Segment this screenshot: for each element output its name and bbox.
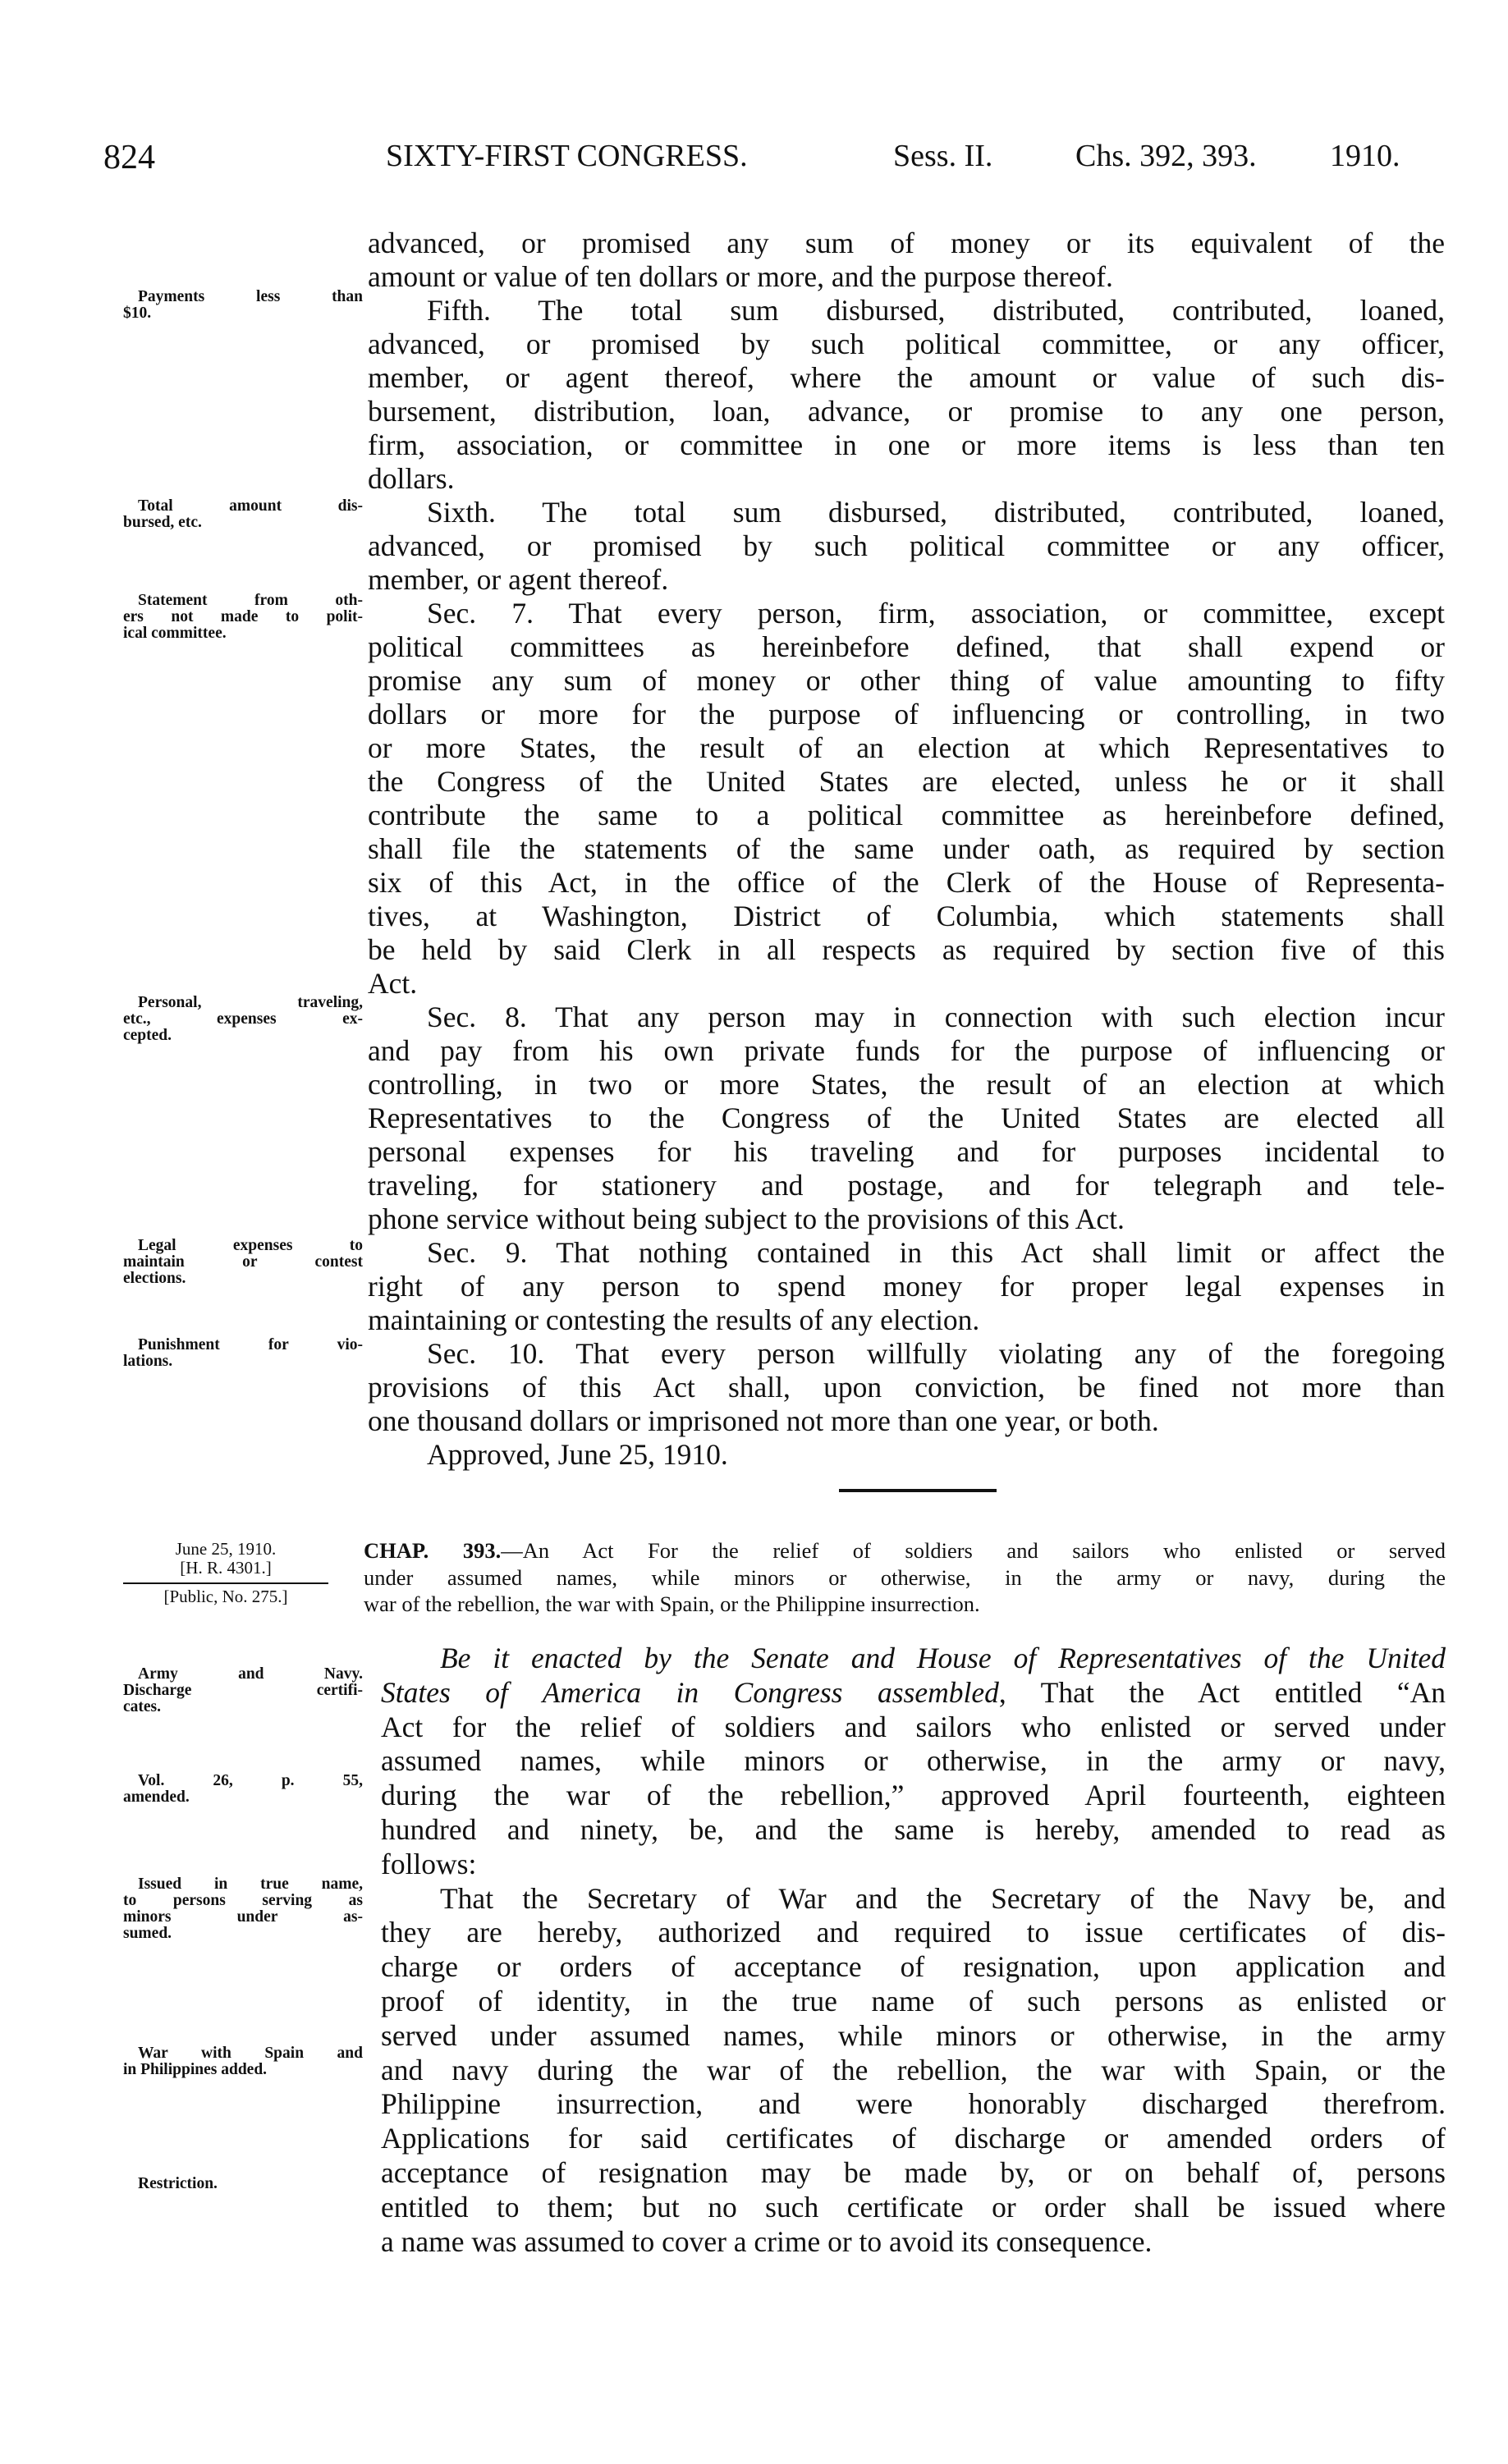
margin-note-line: ers not made to polit- (123, 608, 363, 625)
text-line: Sec. 9. That nothing contained in this Act shall limit or affect the (427, 1236, 1445, 1269)
margin-note-army-navy-discharge (123, 1666, 363, 1715)
text-line: during the war of the rebellion,” approved April fourteenth, eighteen (381, 1779, 1446, 1812)
text-line: firm, association, or committee in one or more items is less than ten (368, 428, 1445, 461)
text-line: amount or value of ten dollars or more, and the purpose thereof. (368, 260, 1113, 293)
bill-number: [H. R. 4301.] (180, 1558, 272, 1578)
text-line: one thousand dollars or imprisoned not more than one year, or both. (368, 1404, 1159, 1437)
text-line: acceptance of resignation may be made by, or on behalf of, persons (381, 2155, 1446, 2189)
chapter-date: June 25, 1910. (175, 1539, 277, 1559)
paragraph-sec-10 (368, 1337, 1445, 1438)
chapters: Chs. 392, 393. (1075, 139, 1257, 173)
paragraph-sec-7 (368, 597, 1445, 1001)
margin-note-line: Legal expenses to (138, 1237, 363, 1254)
margin-note-line: etc., expenses ex- (123, 1010, 363, 1028)
text-line: tives, at Washington, District of Columbia, which statements shall (368, 900, 1445, 932)
text-line: bursement, distribution, loan, advance, or promise to any one person, (368, 395, 1445, 428)
chapter-date-note (123, 1540, 328, 1606)
section-divider (839, 1489, 997, 1492)
text-line: provisions of this Act shall, upon conviction, be fined not more than (368, 1371, 1445, 1404)
chapter-title-line: —An Act For the relief of soldiers and sailors who enlisted or served (501, 1538, 1446, 1563)
text-line: they are hereby, authorized and required to issue certificates of dis- (381, 1916, 1446, 1949)
chapter-title-line: under assumed names, while minors or otherwise, in the army or navy, during the (364, 1564, 1446, 1590)
text-line: the Congress of the United States are elected, unless he or it shall (368, 765, 1445, 798)
text-line: maintaining or contesting the results of any election. (368, 1303, 980, 1336)
margin-note-personal-expenses (123, 995, 363, 1044)
margin-note-punishment (123, 1337, 363, 1370)
margin-note-payments-less-than-10 (123, 289, 363, 322)
text-line: contribute the same to a political committee as hereinbefore defined, (368, 799, 1445, 831)
margin-note-line: $10. (123, 305, 152, 322)
chapter-number: CHAP. 393. (364, 1538, 502, 1563)
text-line: Philippine insurrection, and were honorably discharged therefrom. (381, 2087, 1446, 2121)
text-line: Sixth. The total sum disbursed, distributed, contributed, loaned, (427, 496, 1445, 529)
text-line: follows: (381, 1847, 477, 1880)
margin-note-line: Payments less than (138, 288, 363, 305)
text-line: States of America in Congress assembled, That the Act entitled “An (381, 1675, 1446, 1709)
chapter-title-line: war of the rebellion, the war with Spain, or the Philippine insurrection. (364, 1592, 980, 1616)
margin-note-line: amended. (123, 1788, 190, 1806)
margin-note-line: cepted. (123, 1027, 172, 1044)
margin-note-line: minors under as- (123, 1908, 363, 1926)
paragraph-amended-text (381, 1882, 1446, 2260)
margin-note-line: Statement from oth- (138, 592, 363, 609)
year: 1910. (1330, 139, 1400, 173)
margin-note-line: Issued in true name, (138, 1875, 363, 1893)
text-line: or more States, the result of an election at which Representatives to (368, 731, 1445, 764)
text-line: controlling, in two or more States, the result of an election at which (368, 1068, 1445, 1101)
text-line: promise any sum of money or other thing of value amounting to fifty (368, 664, 1445, 697)
margin-note-line: in Philippines added. (123, 2061, 268, 2078)
margin-note-line: bursed, etc. (123, 514, 202, 531)
margin-note-line: Army and Navy. (138, 1665, 363, 1683)
margin-note-total-amount-disbursed (123, 498, 363, 531)
margin-note-line: lations. (123, 1353, 173, 1370)
text-line: Applications for said certificates of discharge or amended orders of (381, 2122, 1446, 2155)
text-line: Approved, June 25, 1910. (427, 1438, 728, 1471)
page-number: 824 (103, 139, 155, 176)
margin-note-line: sumed. (123, 1925, 172, 1942)
margin-note-issued-in-true-name (123, 1876, 363, 1942)
margin-note-line: Discharge certifi- (123, 1682, 363, 1699)
text-line: charge or orders of acceptance of resignation, upon application and (381, 1950, 1446, 1984)
margin-note-line: to persons serving as (123, 1892, 363, 1909)
text-line: hundred and ninety, be, and the same is hereby, amended to read as (381, 1812, 1446, 1846)
session: Sess. II. (893, 139, 993, 173)
margin-note-line: cates. (123, 1698, 162, 1715)
text-line: Sec. 8. That any person may in connection with such election incur (427, 1001, 1445, 1033)
text-line: Sec. 7. That every person, firm, association, or committee, except (427, 597, 1445, 630)
text-line: Act for the relief of soldiers and sailors who enlisted or served under (381, 1710, 1446, 1743)
paragraph-approved (368, 1438, 1445, 1472)
text-line: dollars or more for the purpose of influencing or controlling, in two (368, 698, 1445, 730)
text-line: traveling, for stationery and postage, and for telegraph and tele- (368, 1169, 1445, 1202)
text-line: Fifth. The total sum disbursed, distributed, contributed, loaned, (427, 294, 1445, 327)
text-line: and pay from his own private funds for the purpose of influencing or (368, 1034, 1445, 1067)
margin-note-line: maintain or contest (123, 1253, 363, 1271)
margin-note-line: Personal, traveling, (138, 994, 363, 1011)
note-divider (123, 1582, 328, 1584)
chapter-title (364, 1537, 1446, 1618)
text-line: Sec. 10. That every person willfully violating any of the foregoing (427, 1337, 1445, 1370)
text-line: be held by said Clerk in all respects as required by section five of this (368, 933, 1445, 966)
text-line: That the Secretary of War and the Secretary of the Navy be, and (440, 1881, 1446, 1915)
text-line: advanced, or promised by such political committee, or any officer, (368, 327, 1445, 360)
margin-note-line: Restriction. (138, 2175, 218, 2192)
margin-note-line: ical committee. (123, 625, 227, 642)
main-text-ch393 (381, 1642, 1446, 2259)
text-line: Be it enacted by the Senate and House of Representatives of the United (440, 1642, 1446, 1674)
text-line: six of this Act, in the office of the Clerk of the House of Representa- (368, 866, 1445, 899)
paragraph-fifth (368, 294, 1445, 496)
text-line: right of any person to spend money for proper legal expenses in (368, 1270, 1445, 1303)
text-line: Representatives to the Congress of the United States are elected all (368, 1101, 1445, 1134)
congress-title: SIXTY-FIRST CONGRESS. (386, 139, 748, 173)
text-line: proof of identity, in the true name of such persons as enlisted or (381, 1984, 1446, 2017)
text-line: advanced, or promised by such political committee or any officer, (368, 529, 1445, 562)
text-line: assumed names, while minors or otherwise, in the army or navy, (381, 1744, 1446, 1778)
text-line: and navy during the war of the rebellion, the war with Spain, or the (381, 2053, 1446, 2086)
text-line: personal expenses for his traveling and for purposes incidental to (368, 1135, 1445, 1168)
margin-note-line: Total amount dis- (138, 497, 363, 515)
text-line: entitled to them; but no such certificate or order shall be issued where (381, 2190, 1446, 2224)
margin-note-line: War with Spain and (138, 2045, 363, 2062)
text-line: member, or agent thereof, where the amount or value of such dis- (368, 361, 1445, 394)
text-line: advanced, or promised any sum of money or its equivalent of the (368, 227, 1445, 259)
margin-note-line: Punishment for vio- (138, 1336, 363, 1353)
margin-note-restriction (123, 2176, 363, 2192)
margin-note-line: elections. (123, 1270, 186, 1287)
main-text-ch392 (368, 227, 1445, 1472)
margin-note-line: Vol. 26, p. 55, (138, 1772, 363, 1789)
text-line: dollars. (368, 462, 455, 495)
margin-note-statement-from-others (123, 593, 363, 642)
running-header (0, 138, 1508, 179)
paragraph-sec-9 (368, 1236, 1445, 1337)
text-line: member, or agent thereof. (368, 563, 669, 596)
text-line: Act. (368, 967, 418, 1000)
text-line: served under assumed names, while minors or otherwise, in the army (381, 2018, 1446, 2052)
text-line: shall file the statements of the same under oath, as required by section (368, 832, 1445, 865)
public-number: [Public, No. 275.] (163, 1587, 288, 1606)
paragraph-enacting (381, 1642, 1446, 1882)
text-line: political committees as hereinbefore defined, that shall expend or (368, 630, 1445, 663)
margin-note-legal-expenses (123, 1238, 363, 1287)
paragraph-sec-8 (368, 1001, 1445, 1236)
paragraph-continuation (368, 227, 1445, 294)
text-line: phone service without being subject to the provisions of this Act. (368, 1202, 1125, 1235)
margin-note-war-with-spain (123, 2045, 363, 2078)
paragraph-sixth (368, 496, 1445, 597)
text-line: a name was assumed to cover a crime or to avoid its consequence. (381, 2224, 1153, 2258)
margin-note-vol-26-amended (123, 1773, 363, 1806)
